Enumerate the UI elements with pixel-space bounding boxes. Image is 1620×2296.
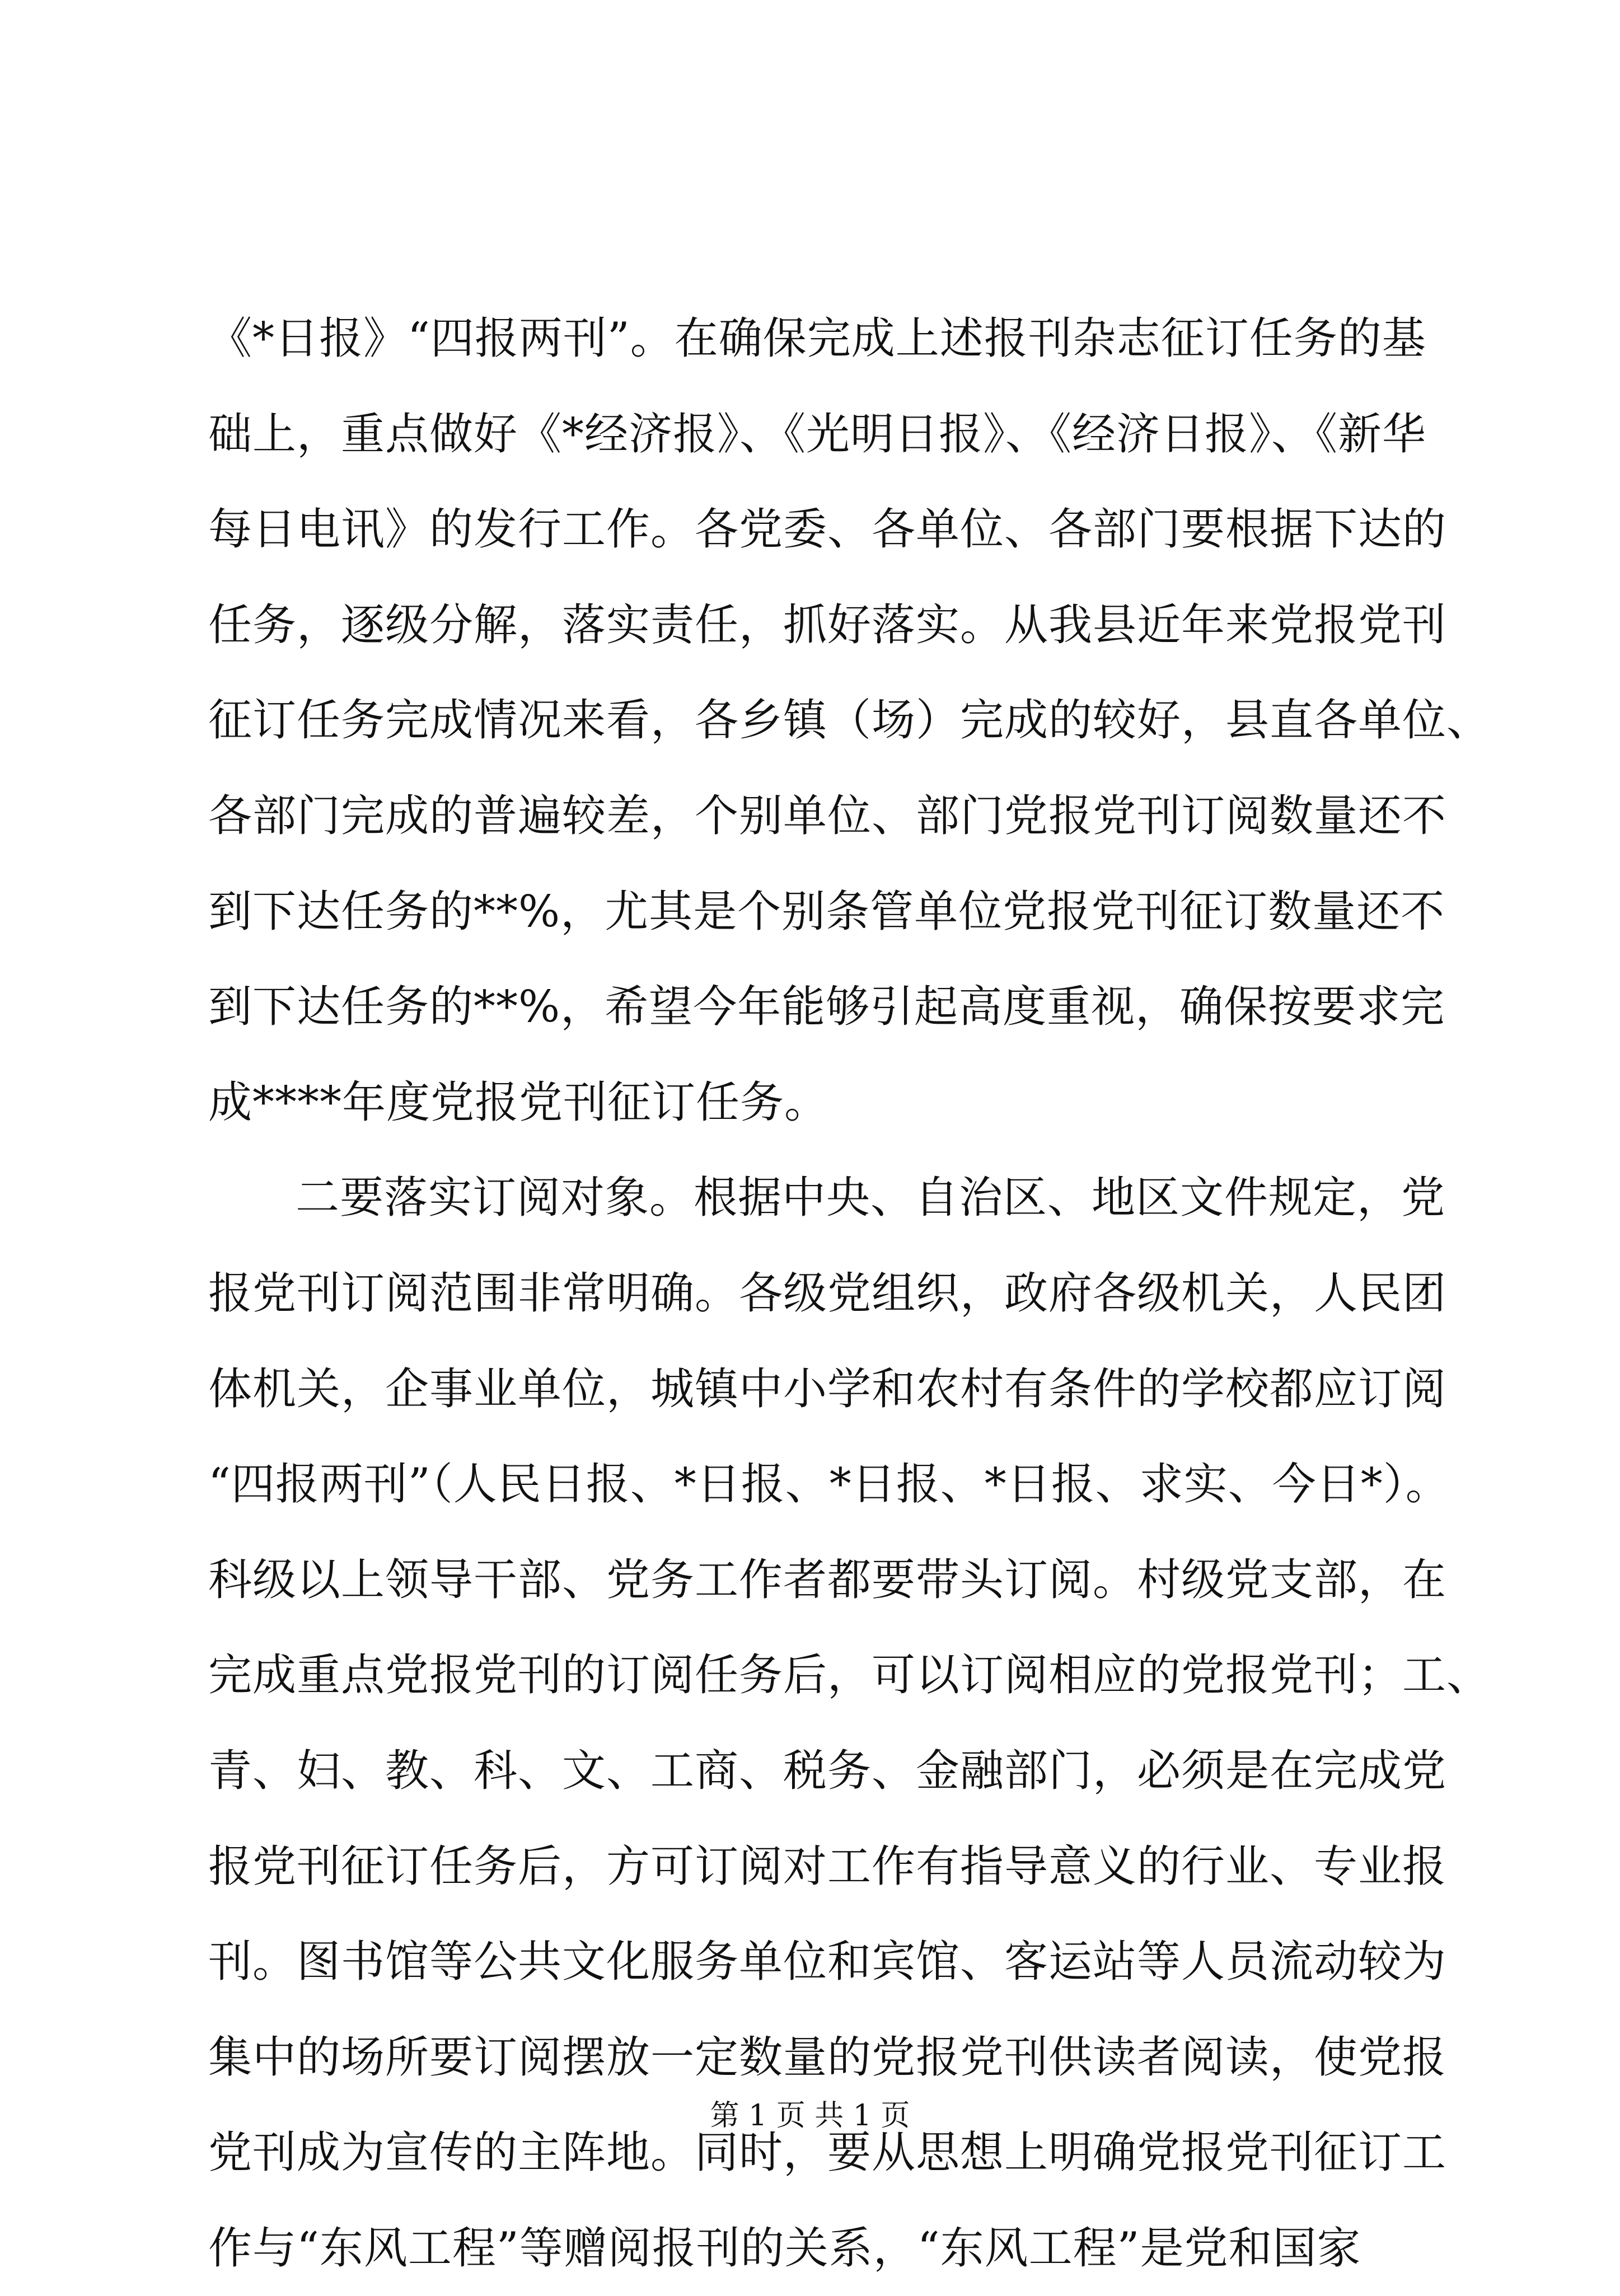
text-line: 作与“东风工程”等赠阅报刊的关系，“东风工程”是党和国家 — [208, 2223, 1361, 2274]
text-line: 报党刊订阅范围非常明确。各级党组织，政府各级机关，人民团 — [208, 1268, 1447, 1319]
text-line: 党刊成为宣传的主阵地。同时，要从思想上明确党报党刊征订工 — [208, 2128, 1447, 2178]
text-line: 各部门完成的普遍较差，个别单位、部门党报党刊订阅数量还不 — [208, 790, 1447, 841]
paragraph-start-line: 二要落实订阅对象。根据中央、自治区、地区文件规定，党 — [296, 1173, 1446, 1224]
document-body — [208, 291, 1491, 2296]
text-line: 体机关，企事业单位，城镇中小学和农村有条件的学校都应订阅 — [208, 1363, 1447, 1414]
text-line: 报党刊征订任务后，方可订阅对工作有指导意义的行业、专业报 — [208, 1841, 1447, 1892]
text-line: 征订任务完成情况来看，各乡镇（场）完成的较好，县直各单位、 — [208, 695, 1491, 746]
text-line: 完成重点党报党刊的订阅任务后，可以订阅相应的党报党刊；工、 — [208, 1650, 1491, 1701]
text-line: “四报两刊”（人民日报、*日报、*日报、*日报、求实、今日*）。 — [208, 1459, 1450, 1510]
page-footer — [0, 2096, 1620, 2135]
text-line: 青、妇、教、科、文、工商、税务、金融部门，必须是在完成党 — [208, 1745, 1447, 1796]
text-line: 到下达任务的**%，希望今年能够引起高度重视，确保按要求完 — [208, 982, 1445, 1033]
text-line: 任务，逐级分解，落实责任，抓好落实。从我县近年来党报党刊 — [208, 599, 1447, 650]
text-line: 科级以上领导干部、党务工作者都要带头订阅。村级党支部，在 — [208, 1554, 1447, 1605]
text-line: 成****年度党报党刊征订任务。 — [208, 1077, 829, 1128]
text-line: 础上，重点做好《*经济报》、《光明日报》、《经济日报》、《新华 — [208, 409, 1427, 460]
page-number: 第 1 页 共 1 页 — [710, 2099, 910, 2133]
text-line: 刊。图书馆等公共文化服务单位和宾馆、客运站等人员流动较为 — [208, 1937, 1447, 1988]
text-line: 集中的场所要订阅摆放一定数量的党报党刊供读者阅读，使党报 — [208, 2032, 1447, 2083]
text-line: 每日电讯》的发行工作。各党委、各单位、各部门要根据下达的 — [208, 504, 1447, 555]
text-line: 到下达任务的**%，尤其是个别条管单位党报党刊征订数量还不 — [208, 886, 1445, 937]
text-line: 《*日报》“四报两刊”。在确保完成上述报刊杂志征订任务的基 — [208, 313, 1426, 364]
